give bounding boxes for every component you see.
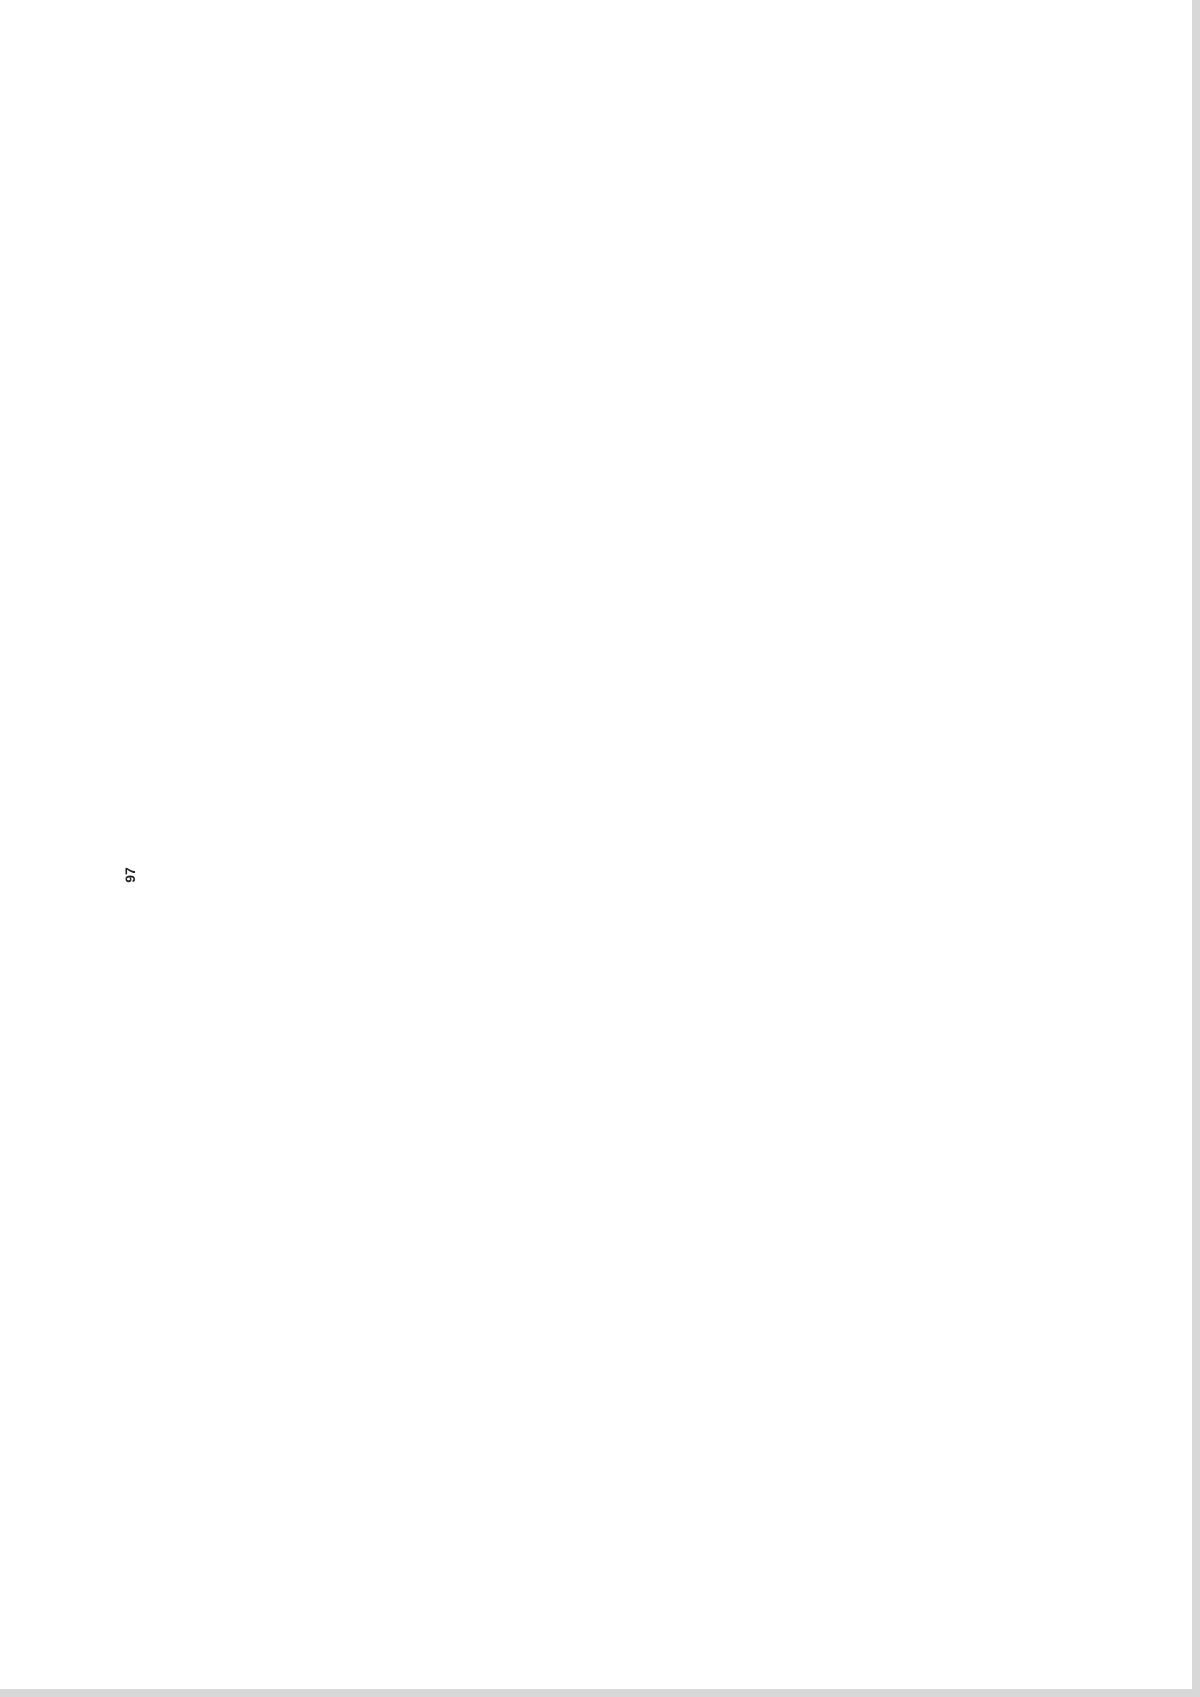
scan-border-right (1192, 0, 1200, 1697)
page-number: 97 (122, 867, 138, 883)
scan-border-bottom (0, 1689, 1200, 1697)
